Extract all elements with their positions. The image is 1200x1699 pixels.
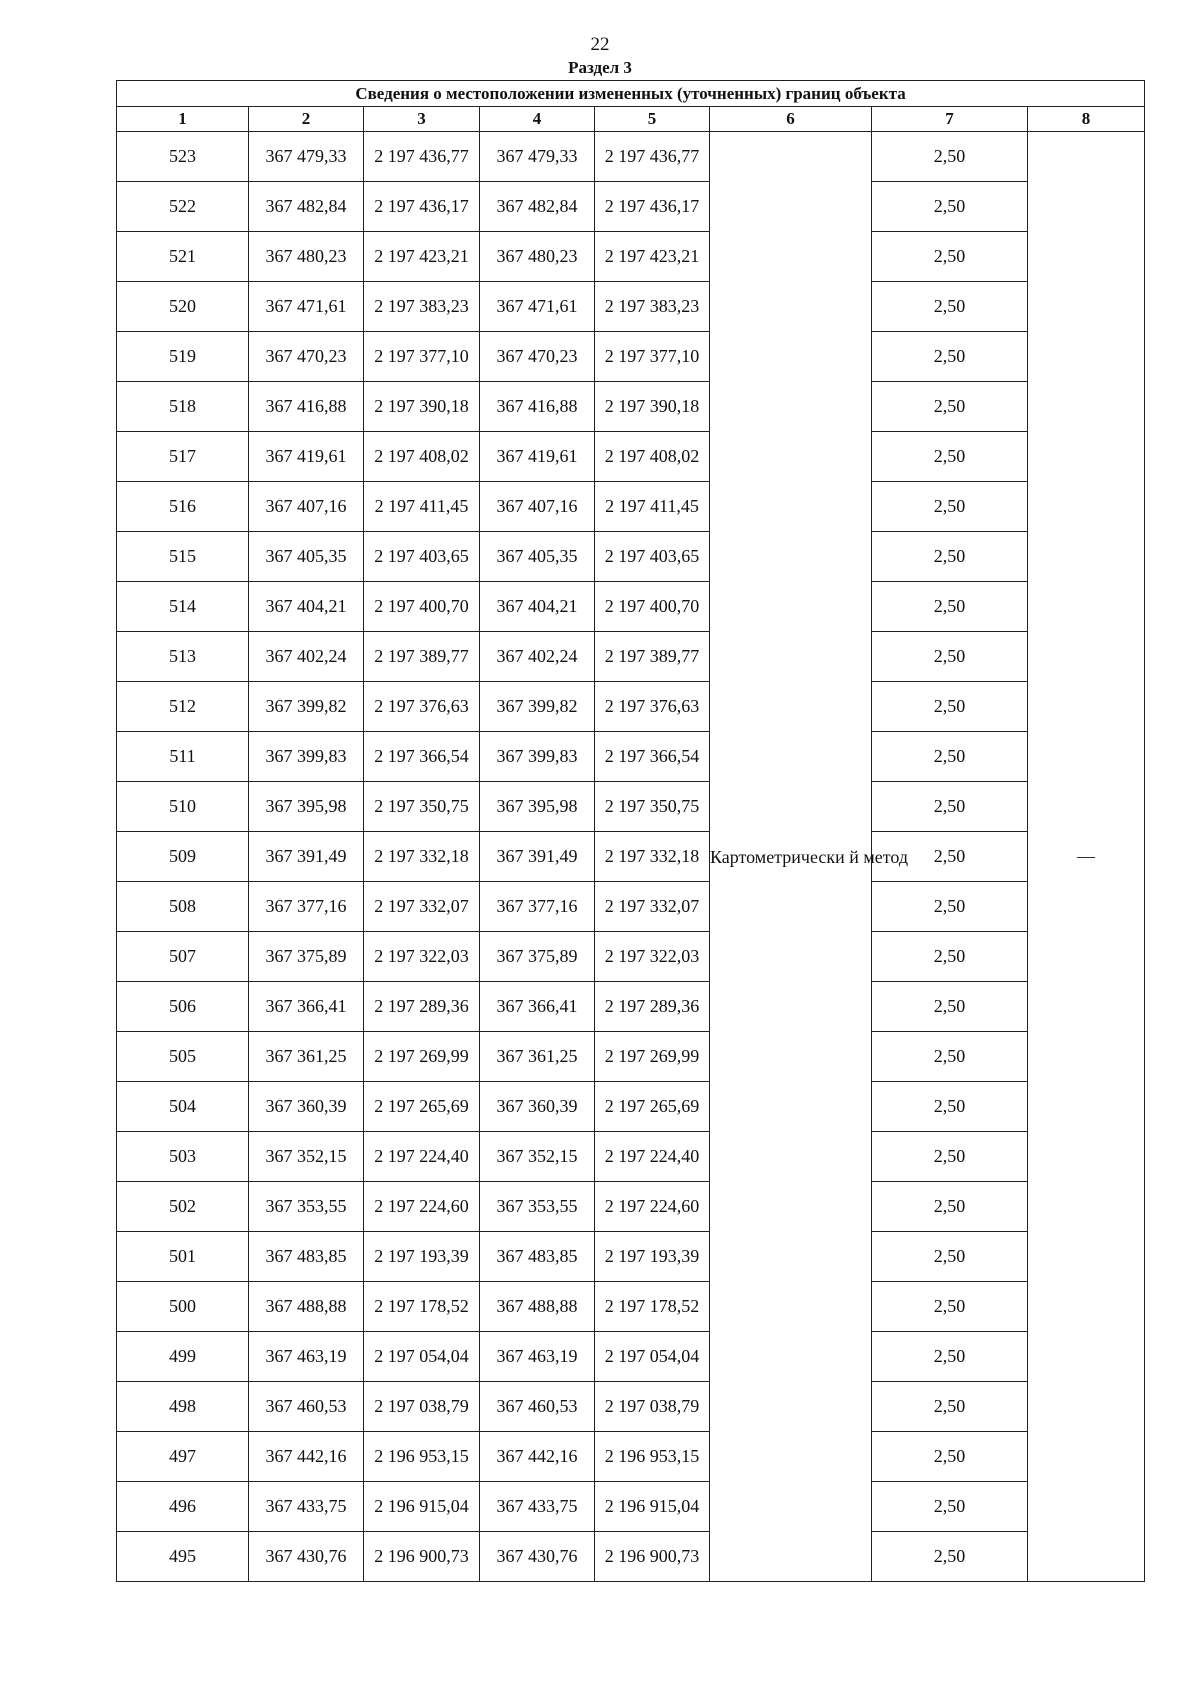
y-old-cell: 2 197 366,54 <box>364 732 480 782</box>
x-new-cell: 367 375,89 <box>480 932 595 982</box>
accuracy-cell: 2,50 <box>872 1082 1028 1132</box>
x-old-cell: 367 488,88 <box>249 1282 364 1332</box>
x-new-cell: 367 353,55 <box>480 1182 595 1232</box>
y-old-cell: 2 196 915,04 <box>364 1482 480 1532</box>
y-new-cell: 2 197 322,03 <box>595 932 710 982</box>
y-old-cell: 2 197 269,99 <box>364 1032 480 1082</box>
x-old-cell: 367 377,16 <box>249 882 364 932</box>
table-row <box>117 1132 1145 1182</box>
point-number-cell: 507 <box>117 932 249 982</box>
y-new-cell: 2 197 332,18 <box>595 832 710 882</box>
y-new-cell: 2 197 038,79 <box>595 1382 710 1432</box>
table-row <box>117 982 1145 1032</box>
table-row <box>117 282 1145 332</box>
x-new-cell: 367 366,41 <box>480 982 595 1032</box>
point-number-cell: 496 <box>117 1482 249 1532</box>
table-row <box>117 182 1145 232</box>
accuracy-cell: 2,50 <box>872 182 1028 232</box>
y-new-cell: 2 197 289,36 <box>595 982 710 1032</box>
y-old-cell: 2 197 408,02 <box>364 432 480 482</box>
y-new-cell: 2 197 054,04 <box>595 1332 710 1382</box>
y-old-cell: 2 197 332,07 <box>364 882 480 932</box>
accuracy-cell: 2,50 <box>872 1532 1028 1582</box>
accuracy-cell: 2,50 <box>872 1232 1028 1282</box>
accuracy-cell: 2,50 <box>872 832 1028 882</box>
x-new-cell: 367 404,21 <box>480 582 595 632</box>
table-row <box>117 432 1145 482</box>
table-row <box>117 1382 1145 1432</box>
y-old-cell: 2 197 436,77 <box>364 132 480 182</box>
y-new-cell: 2 197 400,70 <box>595 582 710 632</box>
point-number-cell: 500 <box>117 1282 249 1332</box>
y-old-cell: 2 197 383,23 <box>364 282 480 332</box>
y-new-cell: 2 197 269,99 <box>595 1032 710 1082</box>
x-old-cell: 367 353,55 <box>249 1182 364 1232</box>
x-old-cell: 367 402,24 <box>249 632 364 682</box>
y-old-cell: 2 197 289,36 <box>364 982 480 1032</box>
y-old-cell: 2 197 400,70 <box>364 582 480 632</box>
table-row <box>117 382 1145 432</box>
point-number-cell: 513 <box>117 632 249 682</box>
y-old-cell: 2 197 265,69 <box>364 1082 480 1132</box>
x-new-cell: 367 463,19 <box>480 1332 595 1382</box>
y-new-cell: 2 196 953,15 <box>595 1432 710 1482</box>
point-number-cell: 499 <box>117 1332 249 1382</box>
accuracy-cell: 2,50 <box>872 432 1028 482</box>
point-number-cell: 510 <box>117 782 249 832</box>
x-old-cell: 367 482,84 <box>249 182 364 232</box>
accuracy-cell: 2,50 <box>872 1282 1028 1332</box>
table-row <box>117 1232 1145 1282</box>
x-new-cell: 367 352,15 <box>480 1132 595 1182</box>
x-old-cell: 367 416,88 <box>249 382 364 432</box>
x-new-cell: 367 442,16 <box>480 1432 595 1482</box>
y-old-cell: 2 197 423,21 <box>364 232 480 282</box>
page-number: 22 <box>590 34 610 55</box>
x-new-cell: 367 488,88 <box>480 1282 595 1332</box>
x-old-cell: 367 407,16 <box>249 482 364 532</box>
point-number-cell: 508 <box>117 882 249 932</box>
y-new-cell: 2 197 224,60 <box>595 1182 710 1232</box>
accuracy-cell: 2,50 <box>872 582 1028 632</box>
x-new-cell: 367 405,35 <box>480 532 595 582</box>
y-new-cell: 2 197 265,69 <box>595 1082 710 1132</box>
y-new-cell: 2 197 383,23 <box>595 282 710 332</box>
x-new-cell: 367 430,76 <box>480 1532 595 1582</box>
table-row <box>117 1182 1145 1232</box>
y-new-cell: 2 197 350,75 <box>595 782 710 832</box>
x-new-cell: 367 399,83 <box>480 732 595 782</box>
x-old-cell: 367 483,85 <box>249 1232 364 1282</box>
accuracy-cell: 2,50 <box>872 1432 1028 1482</box>
point-number-cell: 503 <box>117 1132 249 1182</box>
table-row <box>117 532 1145 582</box>
accuracy-cell: 2,50 <box>872 782 1028 832</box>
x-new-cell: 367 419,61 <box>480 432 595 482</box>
x-new-cell: 367 471,61 <box>480 282 595 332</box>
point-number-cell: 506 <box>117 982 249 1032</box>
y-old-cell: 2 197 411,45 <box>364 482 480 532</box>
x-new-cell: 367 361,25 <box>480 1032 595 1082</box>
accuracy-cell: 2,50 <box>872 732 1028 782</box>
x-new-cell: 367 470,23 <box>480 332 595 382</box>
x-new-cell: 367 360,39 <box>480 1082 595 1132</box>
x-new-cell: 367 480,23 <box>480 232 595 282</box>
accuracy-cell: 2,50 <box>872 332 1028 382</box>
table-row <box>117 1432 1145 1482</box>
y-new-cell: 2 197 224,40 <box>595 1132 710 1182</box>
y-old-cell: 2 197 054,04 <box>364 1332 480 1382</box>
y-old-cell: 2 197 322,03 <box>364 932 480 982</box>
accuracy-cell: 2,50 <box>872 682 1028 732</box>
point-number-cell: 498 <box>117 1382 249 1432</box>
x-old-cell: 367 361,25 <box>249 1032 364 1082</box>
point-number-cell: 517 <box>117 432 249 482</box>
accuracy-cell: 2,50 <box>872 882 1028 932</box>
x-old-cell: 367 405,35 <box>249 532 364 582</box>
column-number: 7 <box>872 107 1028 132</box>
x-new-cell: 367 407,16 <box>480 482 595 532</box>
y-new-cell: 2 197 390,18 <box>595 382 710 432</box>
y-old-cell: 2 197 389,77 <box>364 632 480 682</box>
point-number-cell: 515 <box>117 532 249 582</box>
y-new-cell: 2 197 366,54 <box>595 732 710 782</box>
point-number-cell: 522 <box>117 182 249 232</box>
accuracy-cell: 2,50 <box>872 1382 1028 1432</box>
point-number-cell: 501 <box>117 1232 249 1282</box>
x-old-cell: 367 366,41 <box>249 982 364 1032</box>
x-new-cell: 367 395,98 <box>480 782 595 832</box>
y-old-cell: 2 197 376,63 <box>364 682 480 732</box>
x-old-cell: 367 375,89 <box>249 932 364 982</box>
table-row <box>117 582 1145 632</box>
accuracy-cell: 2,50 <box>872 532 1028 582</box>
accuracy-cell: 2,50 <box>872 482 1028 532</box>
y-new-cell: 2 197 178,52 <box>595 1282 710 1332</box>
accuracy-cell: 2,50 <box>872 1182 1028 1232</box>
y-old-cell: 2 197 377,10 <box>364 332 480 382</box>
column-number: 3 <box>364 107 480 132</box>
accuracy-cell: 2,50 <box>872 132 1028 182</box>
x-new-cell: 367 399,82 <box>480 682 595 732</box>
x-old-cell: 367 470,23 <box>249 332 364 382</box>
x-old-cell: 367 442,16 <box>249 1432 364 1482</box>
column-number: 6 <box>710 107 872 132</box>
table-row <box>117 1282 1145 1332</box>
accuracy-cell: 2,50 <box>872 1482 1028 1532</box>
x-old-cell: 367 419,61 <box>249 432 364 482</box>
x-new-cell: 367 483,85 <box>480 1232 595 1282</box>
y-new-cell: 2 197 376,63 <box>595 682 710 732</box>
x-new-cell: 367 377,16 <box>480 882 595 932</box>
y-old-cell: 2 197 193,39 <box>364 1232 480 1282</box>
y-old-cell: 2 197 436,17 <box>364 182 480 232</box>
y-new-cell: 2 197 389,77 <box>595 632 710 682</box>
point-number-cell: 523 <box>117 132 249 182</box>
table-row <box>117 682 1145 732</box>
column-number: 2 <box>249 107 364 132</box>
column-number: 5 <box>595 107 710 132</box>
accuracy-cell: 2,50 <box>872 382 1028 432</box>
accuracy-cell: 2,50 <box>872 1132 1028 1182</box>
x-old-cell: 367 404,21 <box>249 582 364 632</box>
point-number-cell: 512 <box>117 682 249 732</box>
y-new-cell: 2 197 436,17 <box>595 182 710 232</box>
x-new-cell: 367 391,49 <box>480 832 595 882</box>
point-number-cell: 502 <box>117 1182 249 1232</box>
x-old-cell: 367 479,33 <box>249 132 364 182</box>
column-number: 8 <box>1028 107 1145 132</box>
x-old-cell: 367 399,82 <box>249 682 364 732</box>
accuracy-cell: 2,50 <box>872 282 1028 332</box>
x-old-cell: 367 399,83 <box>249 732 364 782</box>
table-row <box>117 1482 1145 1532</box>
table-row <box>117 1032 1145 1082</box>
y-new-cell: 2 197 408,02 <box>595 432 710 482</box>
x-new-cell: 367 402,24 <box>480 632 595 682</box>
y-old-cell: 2 197 224,60 <box>364 1182 480 1232</box>
y-new-cell: 2 197 423,21 <box>595 232 710 282</box>
x-new-cell: 367 433,75 <box>480 1482 595 1532</box>
point-number-cell: 514 <box>117 582 249 632</box>
accuracy-cell: 2,50 <box>872 982 1028 1032</box>
y-old-cell: 2 197 038,79 <box>364 1382 480 1432</box>
x-new-cell: 367 416,88 <box>480 382 595 432</box>
y-new-cell: 2 197 332,07 <box>595 882 710 932</box>
x-old-cell: 367 395,98 <box>249 782 364 832</box>
point-number-cell: 521 <box>117 232 249 282</box>
note-cell: — <box>1028 132 1145 1582</box>
x-old-cell: 367 352,15 <box>249 1132 364 1182</box>
point-number-cell: 520 <box>117 282 249 332</box>
y-old-cell: 2 197 350,75 <box>364 782 480 832</box>
table-row <box>117 132 1145 182</box>
y-new-cell: 2 197 411,45 <box>595 482 710 532</box>
x-old-cell: 367 391,49 <box>249 832 364 882</box>
y-old-cell: 2 196 953,15 <box>364 1432 480 1482</box>
y-new-cell: 2 197 436,77 <box>595 132 710 182</box>
column-number: 1 <box>117 107 249 132</box>
point-number-cell: 518 <box>117 382 249 432</box>
x-old-cell: 367 430,76 <box>249 1532 364 1582</box>
x-old-cell: 367 463,19 <box>249 1332 364 1382</box>
y-old-cell: 2 197 390,18 <box>364 382 480 432</box>
table-row <box>117 932 1145 982</box>
point-number-cell: 504 <box>117 1082 249 1132</box>
x-old-cell: 367 433,75 <box>249 1482 364 1532</box>
y-new-cell: 2 197 193,39 <box>595 1232 710 1282</box>
point-number-cell: 516 <box>117 482 249 532</box>
x-old-cell: 367 471,61 <box>249 282 364 332</box>
column-number: 4 <box>480 107 595 132</box>
point-number-cell: 509 <box>117 832 249 882</box>
x-new-cell: 367 482,84 <box>480 182 595 232</box>
boundary-table <box>116 80 1145 1582</box>
table-caption: Сведения о местоположении измененных (уточненных) границ объекта <box>117 81 1145 107</box>
table-row <box>117 832 1145 882</box>
y-old-cell: 2 197 224,40 <box>364 1132 480 1182</box>
table-row <box>117 332 1145 382</box>
y-old-cell: 2 197 178,52 <box>364 1282 480 1332</box>
x-new-cell: 367 479,33 <box>480 132 595 182</box>
table-row <box>117 1332 1145 1382</box>
y-new-cell: 2 196 900,73 <box>595 1532 710 1582</box>
accuracy-cell: 2,50 <box>872 932 1028 982</box>
y-new-cell: 2 197 377,10 <box>595 332 710 382</box>
y-old-cell: 2 196 900,73 <box>364 1532 480 1582</box>
table-row <box>117 1082 1145 1132</box>
y-new-cell: 2 196 915,04 <box>595 1482 710 1532</box>
table-row <box>117 782 1145 832</box>
x-new-cell: 367 460,53 <box>480 1382 595 1432</box>
column-number-row <box>117 107 1145 132</box>
accuracy-cell: 2,50 <box>872 1332 1028 1382</box>
table-body <box>117 132 1145 1582</box>
y-old-cell: 2 197 403,65 <box>364 532 480 582</box>
table-row <box>117 632 1145 682</box>
table-row <box>117 232 1145 282</box>
x-old-cell: 367 460,53 <box>249 1382 364 1432</box>
section-title: Раздел 3 <box>568 58 632 77</box>
point-number-cell: 511 <box>117 732 249 782</box>
point-number-cell: 497 <box>117 1432 249 1482</box>
accuracy-cell: 2,50 <box>872 1032 1028 1082</box>
accuracy-cell: 2,50 <box>872 232 1028 282</box>
y-old-cell: 2 197 332,18 <box>364 832 480 882</box>
method-cell: Картометрически й метод <box>710 132 872 1582</box>
table-row <box>117 482 1145 532</box>
table-row <box>117 732 1145 782</box>
y-new-cell: 2 197 403,65 <box>595 532 710 582</box>
table-row <box>117 1532 1145 1582</box>
point-number-cell: 495 <box>117 1532 249 1582</box>
x-old-cell: 367 360,39 <box>249 1082 364 1132</box>
point-number-cell: 505 <box>117 1032 249 1082</box>
table-row <box>117 882 1145 932</box>
point-number-cell: 519 <box>117 332 249 382</box>
accuracy-cell: 2,50 <box>872 632 1028 682</box>
x-old-cell: 367 480,23 <box>249 232 364 282</box>
